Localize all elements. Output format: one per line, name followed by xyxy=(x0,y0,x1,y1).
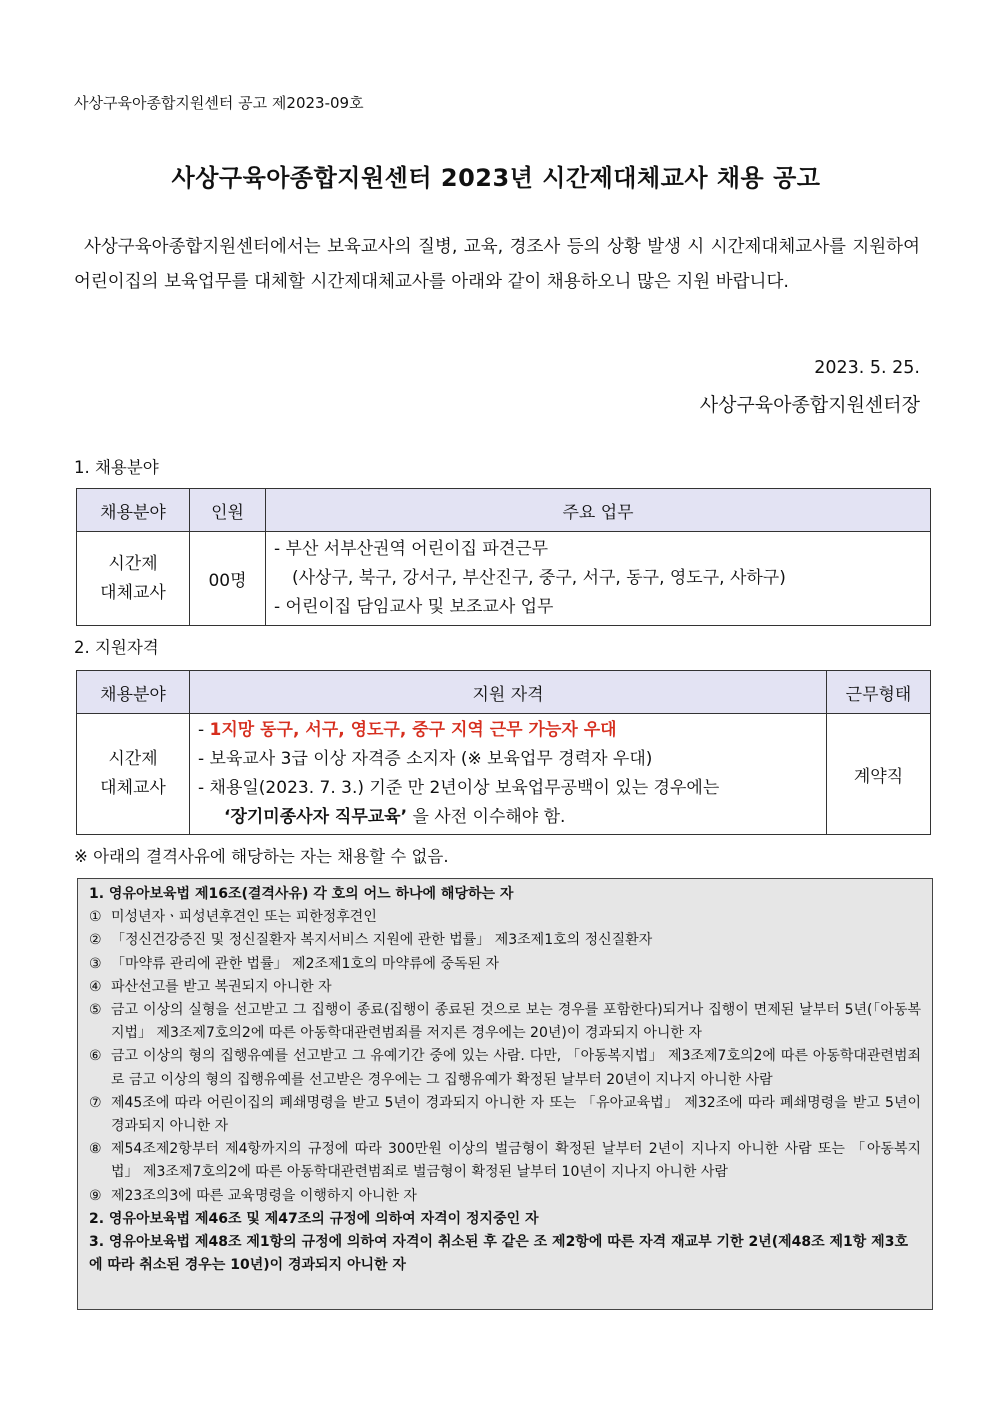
list-item xyxy=(89,1138,921,1184)
notice-number: 사상구육아종합지원센터 공고 제2023-09호 xyxy=(74,94,364,112)
list-item-text: 제45조에 따라 어린이집의 폐쇄명령을 받고 5년이 경과되지 아니한 자 또는 「유아교육법」 제32조에 따라 폐쇄명령을 받고 5년이 경과되지 아니한 자 xyxy=(111,1094,921,1135)
list-item-mark: ⑨ xyxy=(89,1187,102,1204)
qualification-preferred: 1지망 동구, 서구, 영도구, 중구 지역 근무 가능자 우대 xyxy=(209,720,617,740)
list-item-mark: ① xyxy=(89,909,102,926)
duty-line: (사상구, 북구, 강서구, 부산진구, 중구, 서구, 동구, 영도구, 사하구) xyxy=(292,568,786,588)
table-header-cell: 인원 xyxy=(190,489,266,532)
list-item-text: 파산선고를 받고 복권되지 아니한 자 xyxy=(111,978,332,995)
duties-cell xyxy=(266,532,931,626)
disqualification-box xyxy=(77,878,933,1310)
list-item xyxy=(89,906,921,929)
field-line: 시간제 xyxy=(108,749,158,769)
table-header-row xyxy=(77,489,931,532)
list-item-text: 제23조의3에 따른 교육명령을 이행하지 아니한 자 xyxy=(111,1187,417,1204)
list-item-mark: ② xyxy=(89,932,102,949)
field-cell xyxy=(77,714,190,835)
qualification-line xyxy=(198,716,818,745)
table-header-cell: 지원 자격 xyxy=(190,671,827,714)
field-line: 대체교사 xyxy=(100,778,166,798)
table-row xyxy=(77,532,931,626)
table-header-row xyxy=(77,671,931,714)
list-item xyxy=(89,1045,921,1091)
table-header-cell: 채용분야 xyxy=(77,489,190,532)
notice-signer: 사상구육아종합지원센터장 xyxy=(699,394,920,416)
list-item xyxy=(89,953,921,976)
table-header-cell: 주요 업무 xyxy=(266,489,931,532)
qualification-table xyxy=(76,670,931,835)
list-item xyxy=(89,1185,921,1208)
employment-type-cell: 계약직 xyxy=(827,714,931,835)
training-name: ‘장기미종사자 직무교육’ xyxy=(224,807,408,827)
page-title: 사상구육아종합지원센터 2023년 시간제대체교사 채용 공고 xyxy=(171,164,821,192)
section2-heading: 2. 지원자격 xyxy=(74,638,159,657)
list-item-text: 금고 이상의 형의 집행유예를 선고받고 그 유예기간 중에 있는 사람. 다만, 「아동복지법」 제3조제7호의2에 따른 아동학대관련범죄로 금고 이상의 형의 집행유예를 선고받은 경우에는 그 집행유예가 확정된 날부터 20년이 지나지 아니한 사람 xyxy=(111,1048,921,1088)
list-item-text: 제54조제2항부터 제4항까지의 규정에 따라 300만원 이상의 벌금형이 확정된 날부터 2년이 지나지 아니한 사람 또는 「아동복지법」 제3조제7호의2에 따른 아동학대관련범죄로 벌금형이 확정된 날부터 10년이 지나지 아니한 사람 xyxy=(111,1141,921,1181)
intro-paragraph xyxy=(74,230,920,300)
table-row xyxy=(77,714,931,835)
list-item xyxy=(89,999,921,1045)
disqualification-item-title: 2. 영유아보육법 제46조 및 제47조의 규정에 의하여 자격이 정지중인 자 xyxy=(89,1210,539,1227)
table-header-cell: 채용분야 xyxy=(77,671,190,714)
field-line: 시간제 xyxy=(108,553,158,574)
notice-date: 2023. 5. 25. xyxy=(814,358,920,378)
recruit-field-table xyxy=(76,488,931,626)
list-item xyxy=(89,929,921,952)
qualifications-cell xyxy=(190,714,827,835)
list-item-mark: ③ xyxy=(89,955,102,972)
list-item-mark: ⑧ xyxy=(89,1141,102,1158)
table-header-cell: 근무형태 xyxy=(827,671,931,714)
qualification-line: - 채용일(2023. 7. 3.) 기준 만 2년이상 보육업무공백이 있는 경우에는 xyxy=(198,778,720,798)
disqualification-note: ※ 아래의 결격사유에 해당하는 자는 채용할 수 없음. xyxy=(74,847,449,866)
list-item-text: 「정신건강증진 및 정신질환자 복지서비스 지원에 관한 법률」 제3조제1호의 정신질환자 xyxy=(111,932,653,949)
qualification-dash: - xyxy=(198,720,210,740)
duty-line: - 어린이집 담임교사 및 보조교사 업무 xyxy=(274,597,554,617)
field-cell xyxy=(77,532,190,626)
qualification-line: - 보육교사 3급 이상 자격증 소지자 (※ 보육업무 경력자 우대) xyxy=(198,749,653,769)
list-item-mark: ⑦ xyxy=(89,1094,102,1111)
list-item-text: 미성년자ㆍ피성년후견인 또는 피한정후견인 xyxy=(111,909,377,926)
list-item-mark: ⑥ xyxy=(89,1048,102,1065)
list-item xyxy=(89,1092,921,1138)
intro-text: 사상구육아종합지원센터에서는 보육교사의 질병, 교육, 경조사 등의 상황 발생 시 시간제대체교사를 지원하여 어린이집의 보육업무를 대체할 시간제대체교사를 아래와 같이 채용하오니 많은 지원 바랍니다. xyxy=(74,237,920,292)
field-line: 대체교사 xyxy=(100,582,166,603)
list-item-text: 「마약류 관리에 관한 법률」 제2조제1호의 마약류에 중독된 자 xyxy=(111,955,500,972)
list-item xyxy=(89,976,921,999)
list-item-text: 금고 이상의 실형을 선고받고 그 집행이 종료(집행이 종료된 것으로 보는 경우를 포함한다)되거나 집행이 면제된 날부터 5년(「아동복지법」 제3조제7호의2에 따른 아동학대관련범죄를 저지른 경우에는 20년)이 경과되지 아니한 자 xyxy=(111,1002,921,1042)
duty-line: - 부산 서부산권역 어린이집 파견근무 xyxy=(274,539,549,559)
disqualification-item-title: 3. 영유아보육법 제48조 제1항의 규정에 의하여 자격이 취소된 후 같은 조 제2항에 따른 자격 재교부 기한 2년(제48조 제1항 제3호에 따라 취소된 경우는 10년)이 경과되지 아니한 자 xyxy=(89,1234,908,1274)
list-item-mark: ④ xyxy=(89,978,102,995)
training-rest: 을 사전 이수해야 함. xyxy=(407,807,566,827)
section1-heading: 1. 채용분야 xyxy=(74,458,159,477)
qualification-line xyxy=(198,803,818,832)
count-cell: 00명 xyxy=(190,532,266,626)
disqualification-item-title: 1. 영유아보육법 제16조(결격사유) 각 호의 어느 하나에 해당하는 자 xyxy=(89,886,514,902)
list-item-mark: ⑤ xyxy=(89,1002,102,1019)
